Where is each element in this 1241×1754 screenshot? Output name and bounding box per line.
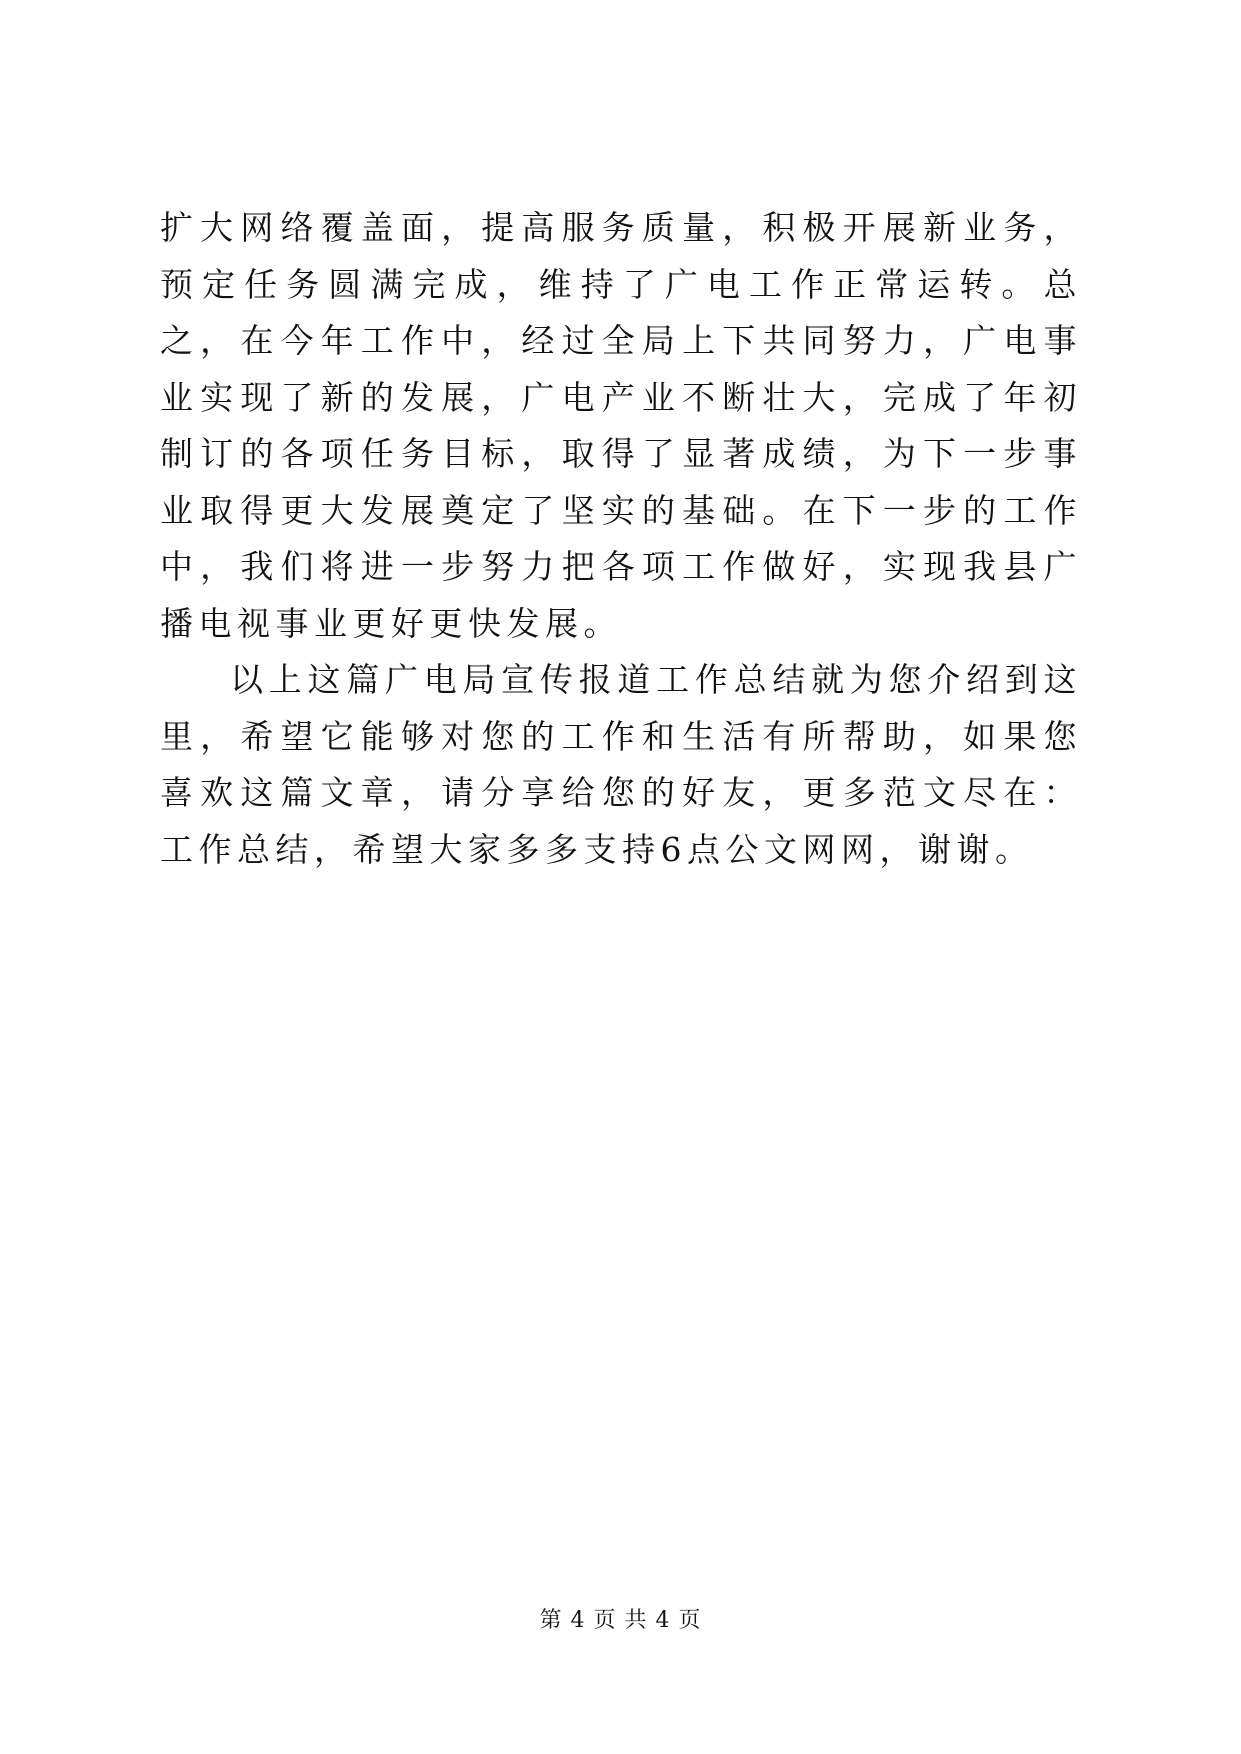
paragraph-closing: 以上这篇广电局宣传报道工作总结就为您介绍到这里，希望它能够对您的工作和生活有所帮助，如果您喜欢这篇文章，请分享给您的好友，更多范文尽在：工作总结，希望大家多多支持6点公文网网，谢谢。 bbox=[160, 660, 1082, 869]
paragraph-continuation: 扩大网络覆盖面，提高服务质量，积极开展新业务，预定任务圆满完成，维持了广电工作正常运转。总之，在今年工作中，经过全局上下共同努力，广电事业实现了新的发展，广电产业不断壮大，完成了年初制订的各项任务目标，取得了显著成绩，为下一步事业取得更大发展奠定了坚实的基础。在下一步的工作中，我们将进一步努力把各项工作做好，实现我县广播电视事业更好更快发展。 bbox=[160, 208, 1082, 643]
page-number-footer: 第 4 页 共 4 页 bbox=[539, 1608, 702, 1633]
document-body bbox=[160, 200, 1082, 878]
